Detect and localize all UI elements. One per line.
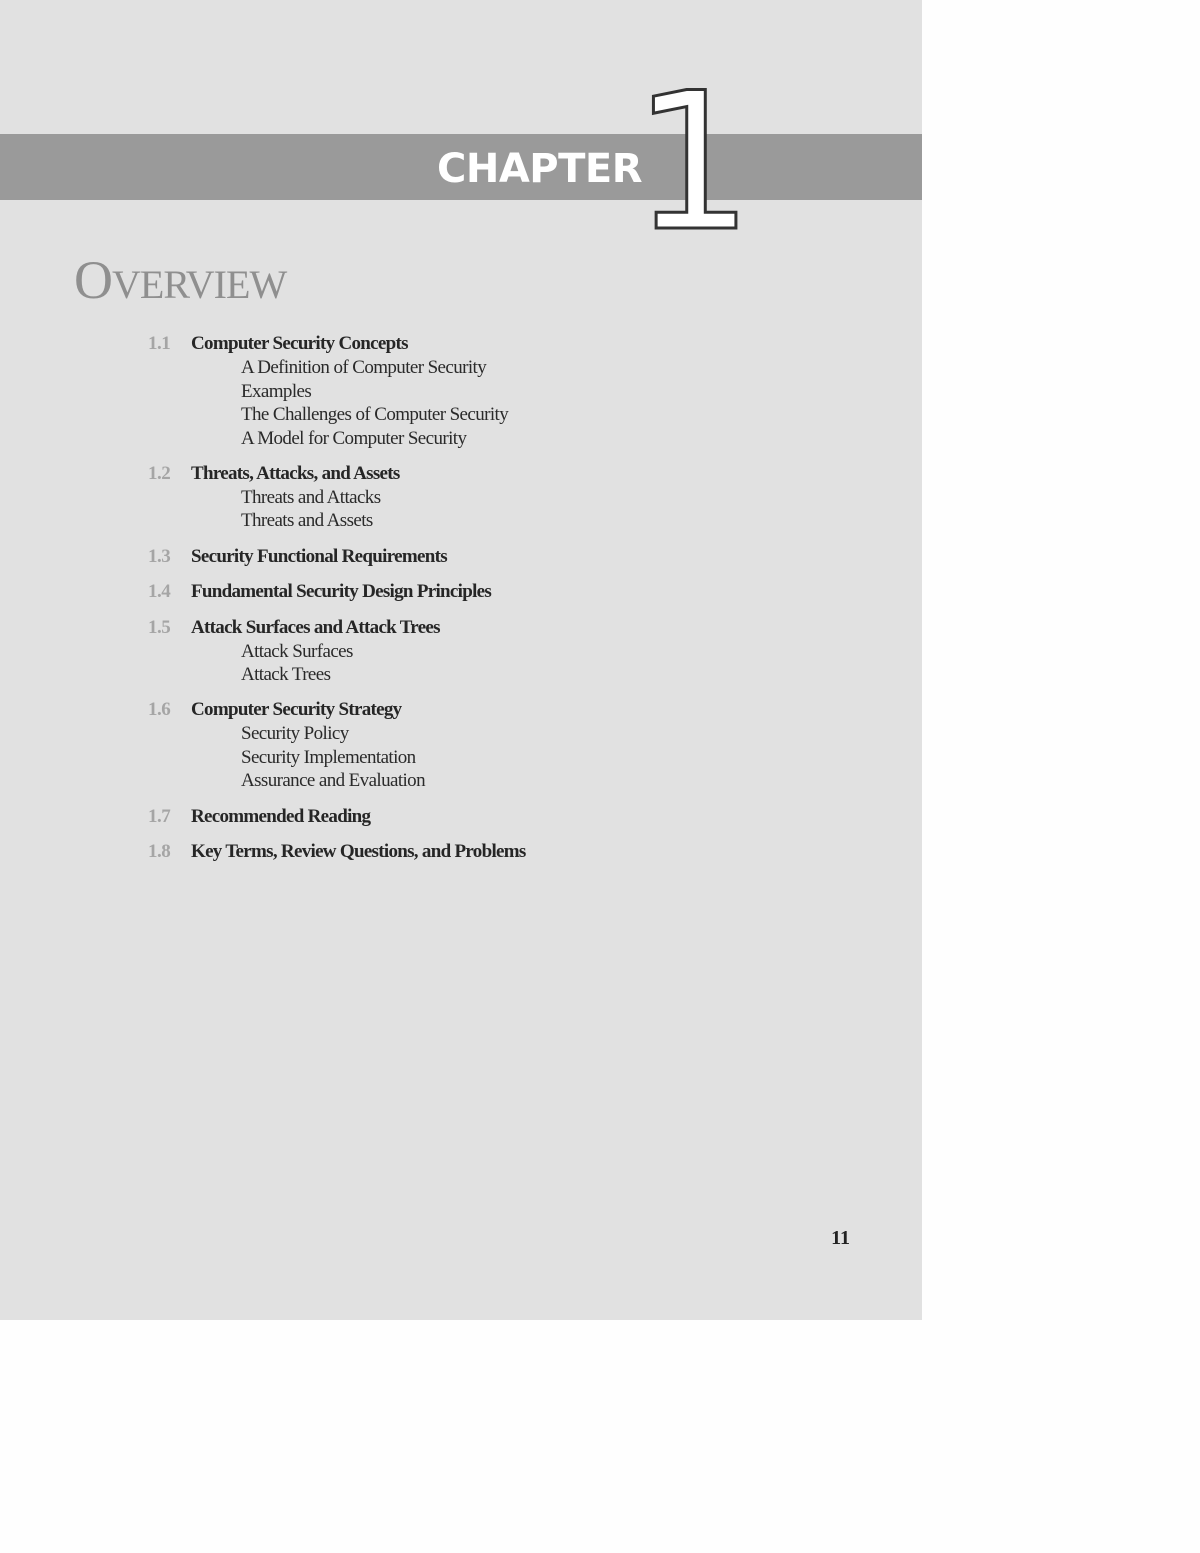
chapter-title-initial: O: [74, 250, 112, 310]
toc-subsection-list: [148, 486, 788, 533]
toc-subsection[interactable]: A Model for Computer Security: [241, 427, 467, 449]
toc-section-heading[interactable]: [148, 462, 788, 486]
toc-section: [148, 616, 788, 687]
page-number: 11: [831, 1227, 850, 1249]
toc-section-heading[interactable]: [148, 616, 788, 640]
toc-subsection[interactable]: Security Implementation: [241, 746, 416, 768]
toc-subsection[interactable]: Attack Trees: [241, 664, 331, 686]
toc-section-heading[interactable]: [148, 545, 788, 569]
toc-section: [148, 840, 788, 864]
chapter-number: [632, 52, 754, 273]
toc-section-number: 1.2: [148, 462, 171, 484]
toc-section-number: 1.4: [148, 581, 171, 603]
toc-subsection[interactable]: Attack Surfaces: [241, 640, 353, 662]
toc-section-number: 1.7: [148, 805, 171, 827]
toc-subsection[interactable]: The Challenges of Computer Security: [241, 404, 509, 426]
toc-section-title: Attack Surfaces and Attack Trees: [191, 616, 440, 638]
chapter-title-rest: VERVIEW: [112, 262, 287, 307]
toc-subsection[interactable]: Assurance and Evaluation: [241, 770, 425, 792]
toc-section-number: 1.3: [148, 545, 171, 567]
toc-section: [148, 332, 788, 450]
toc-section-heading[interactable]: [148, 698, 788, 722]
toc-subsection[interactable]: Examples: [241, 380, 312, 402]
toc-section-number: 1.8: [148, 841, 171, 863]
toc-subsection[interactable]: Threats and Assets: [241, 510, 373, 532]
toc-subsection-list: [148, 640, 788, 687]
toc-section-number: 1.5: [148, 616, 171, 638]
toc-section: [148, 698, 788, 793]
toc-section-heading[interactable]: [148, 580, 788, 604]
toc-section-number: 1.1: [148, 333, 171, 354]
toc-section: [148, 805, 788, 829]
chapter-title: [74, 250, 286, 310]
toc-subsection-list: [148, 356, 788, 450]
toc-subsection[interactable]: Threats and Attacks: [241, 486, 381, 508]
toc-section-title: Key Terms, Review Questions, and Problems: [191, 841, 526, 863]
toc-section-heading[interactable]: [148, 805, 788, 829]
toc-section: [148, 580, 788, 604]
toc-section-title: Computer Security Strategy: [191, 699, 402, 721]
toc-section: [148, 462, 788, 533]
toc-section-title: Security Functional Requirements: [191, 545, 447, 567]
chapter-number-text: 1: [632, 52, 754, 273]
toc-section-number: 1.6: [148, 699, 171, 721]
toc-section-title: Recommended Reading: [191, 805, 371, 827]
chapter-label: CHAPTER: [437, 146, 643, 192]
toc-section-heading[interactable]: [148, 332, 788, 356]
table-of-contents: [148, 332, 788, 876]
toc-section-title: Fundamental Security Design Principles: [191, 581, 492, 603]
toc-section-title: Threats, Attacks, and Assets: [191, 462, 400, 484]
toc-section-heading[interactable]: [148, 840, 788, 864]
toc-subsection[interactable]: Security Policy: [241, 723, 349, 745]
toc-section: [148, 545, 788, 569]
toc-subsection-list: [148, 722, 788, 793]
toc-section-title: Computer Security Concepts: [191, 333, 408, 354]
toc-subsection[interactable]: A Definition of Computer Security: [241, 357, 487, 378]
